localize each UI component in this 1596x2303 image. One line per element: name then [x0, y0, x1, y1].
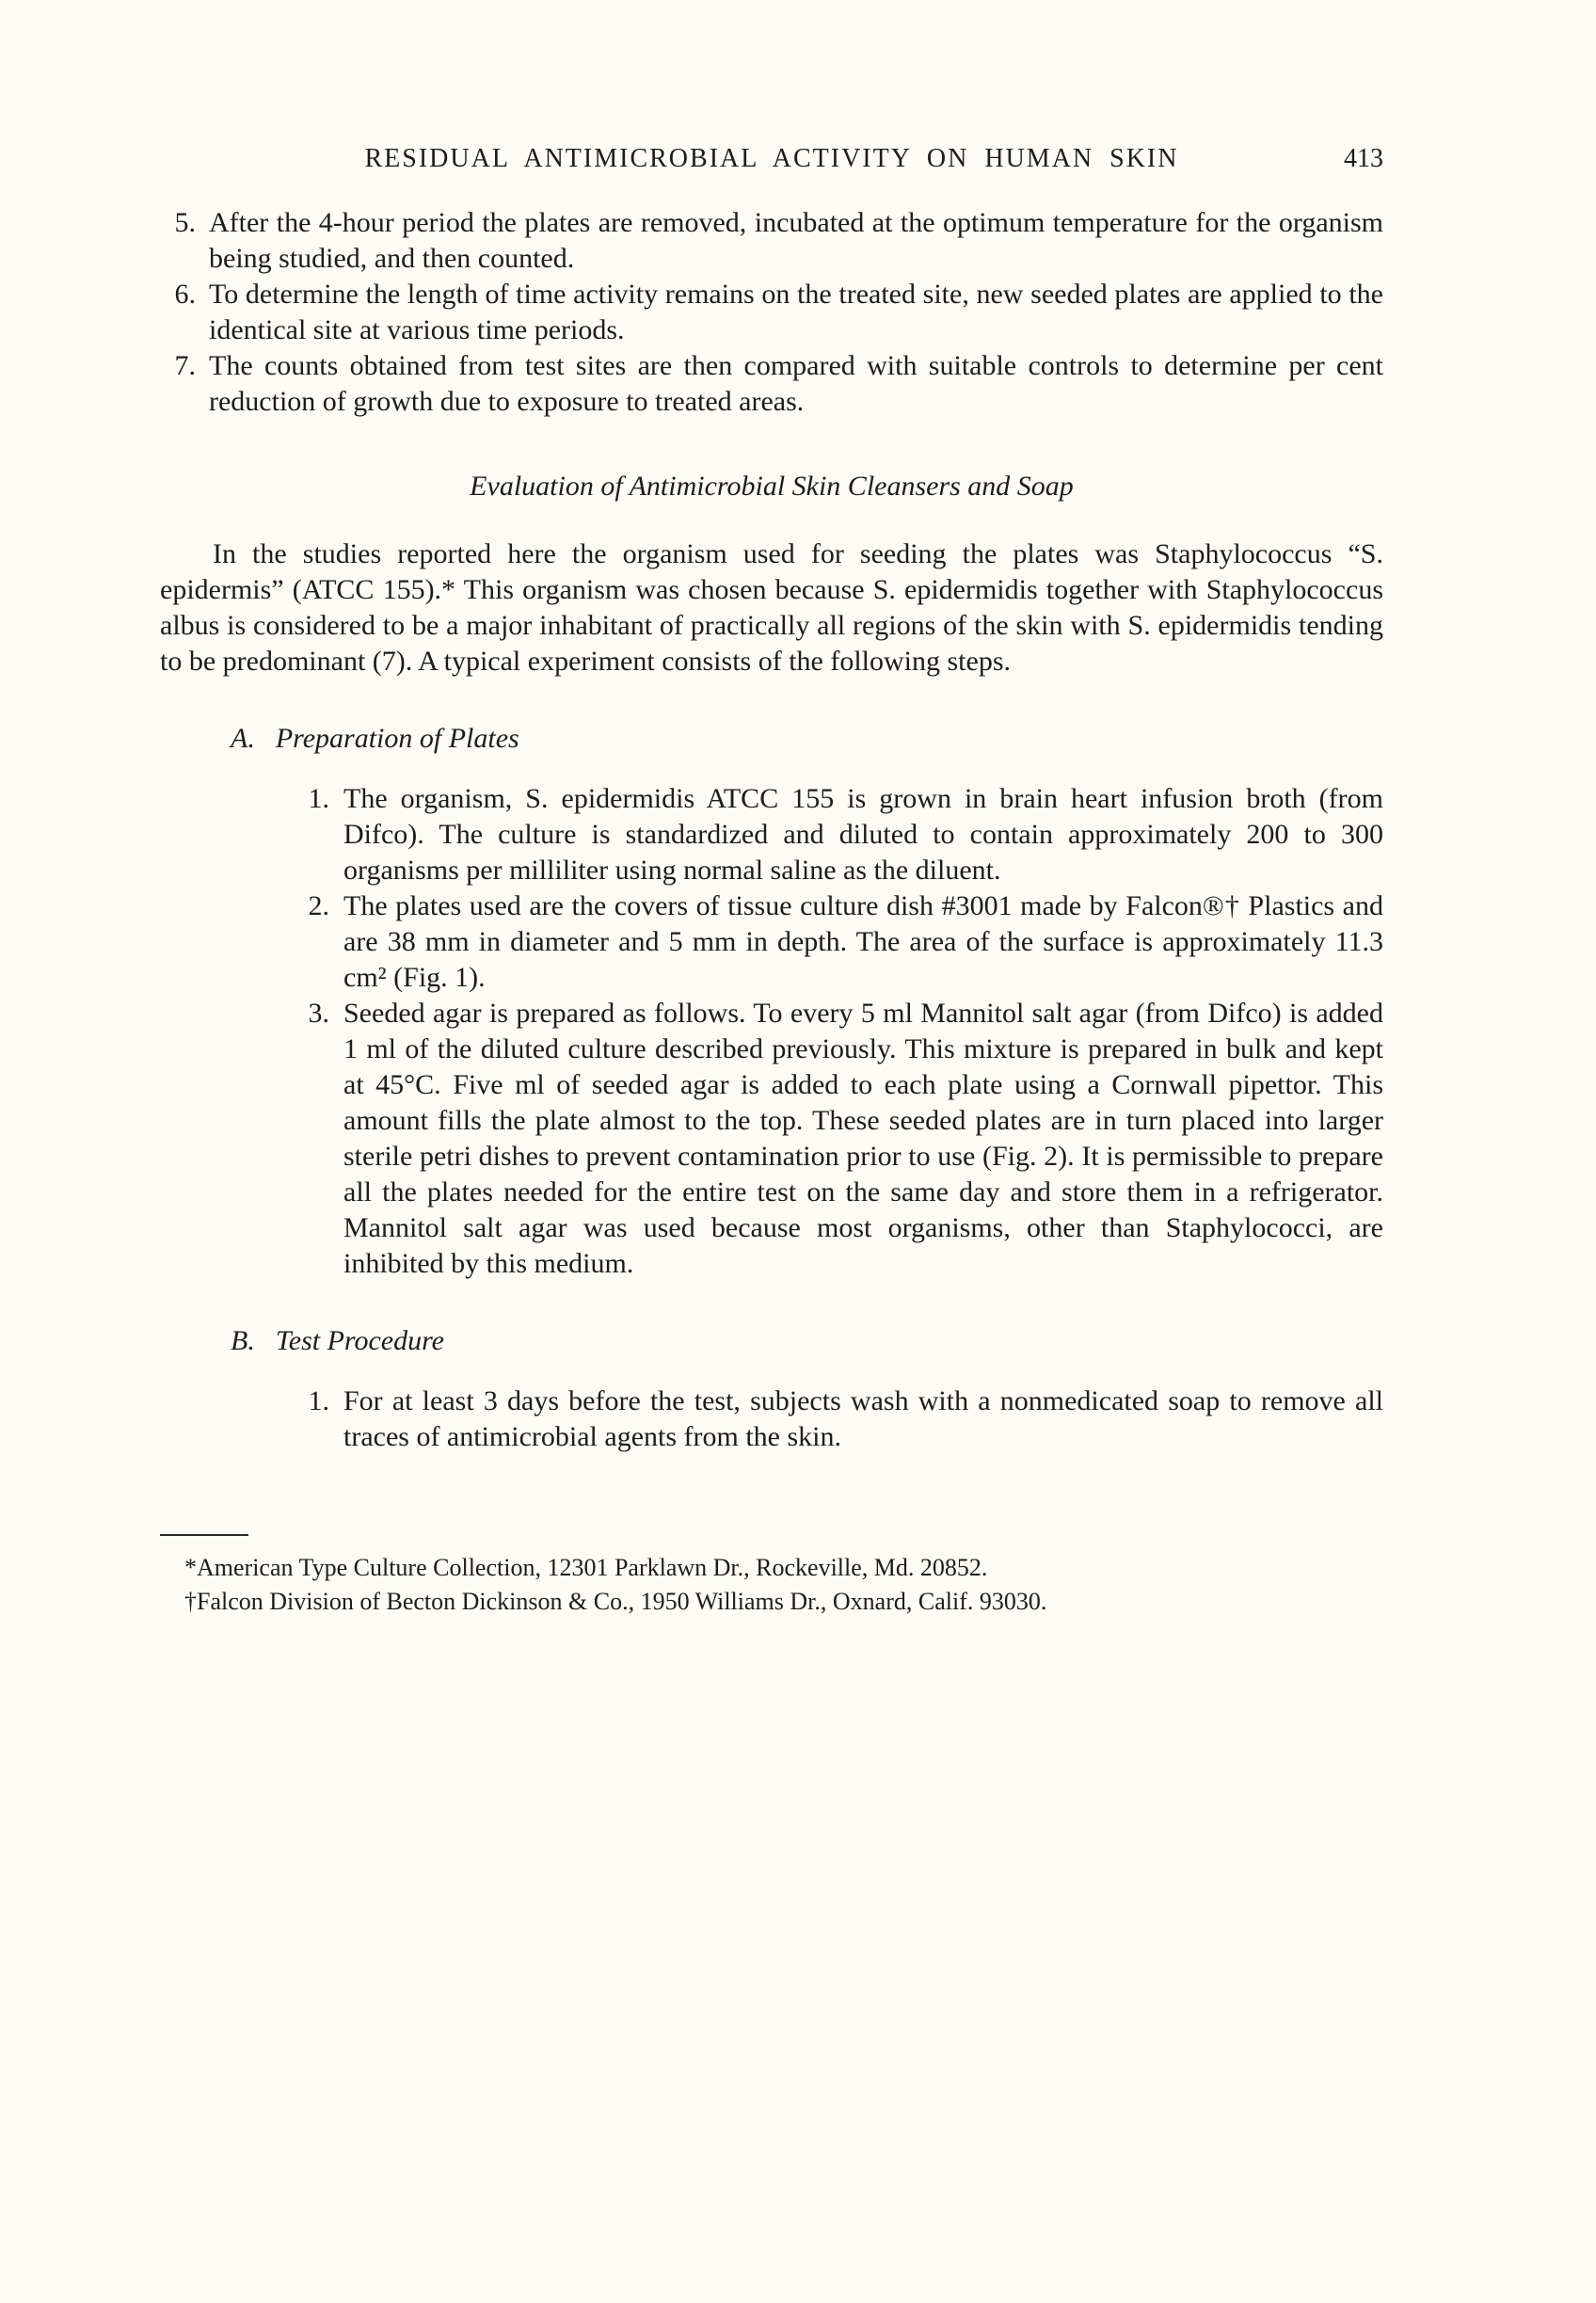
test-procedure-list — [301, 1383, 1383, 1455]
list-item-number: 1. — [308, 1385, 329, 1416]
list-item-text: The plates used are the covers of tissue culture dish #3001 made by Falcon®† Plastics and are 38 mm in diameter and 5 mm in depth. The area of the surface is approximately 11.3 cm² (Fig. 1). — [343, 890, 1383, 993]
page-number: 413 — [1344, 144, 1383, 173]
list-item — [160, 205, 1383, 277]
list-item — [301, 996, 1383, 1282]
list-item — [301, 888, 1383, 996]
preparation-of-plates-list — [301, 781, 1383, 1282]
subsection-a-label: A. — [231, 723, 255, 754]
list-item-number: 2. — [308, 890, 329, 921]
list-item-text: For at least 3 days before the test, subjects wash with a nonmedicated soap to remove all traces of antimicrobial agents from the skin. — [343, 1385, 1383, 1452]
section-heading: Evaluation of Antimicrobial Skin Cleansers and Soap — [470, 471, 1074, 502]
subsection-a-heading — [231, 721, 1383, 757]
subsection-a-title: Preparation of Plates — [275, 723, 519, 754]
footnote-atcc: *American Type Culture Collection, 12301 Parklawn Dr., Rockeville, Md. 20852. — [184, 1554, 988, 1581]
footnote-falcon: †Falcon Division of Becton Dickinson & Co., 1950 Williams Dr., Oxnard, Calif. 93030. — [184, 1588, 1047, 1615]
list-item — [301, 1383, 1383, 1455]
list-item-text: After the 4-hour period the plates are removed, incubated at the optimum temperature for the organism being studied, and then counted. — [209, 207, 1383, 274]
list-item — [160, 348, 1383, 420]
procedure-steps-list — [160, 205, 1383, 420]
list-item-number: 1. — [308, 783, 329, 814]
running-head-title: RESIDUAL ANTIMICROBIAL ACTIVITY ON HUMAN SKIN — [364, 144, 1179, 173]
list-item-number: 6. — [174, 279, 196, 310]
list-item-number: 7. — [174, 350, 196, 381]
list-item-text: To determine the length of time activity remains on the treated site, new seeded plates are applied to the identical site at various time periods. — [209, 279, 1383, 345]
footnote-separator — [160, 1534, 248, 1536]
list-item-number: 3. — [308, 998, 329, 1029]
subsection-b-title: Test Procedure — [275, 1325, 444, 1356]
list-item-number: 5. — [174, 207, 196, 238]
list-item — [160, 277, 1383, 348]
list-item-text: The counts obtained from test sites are then compared with suitable controls to determine per cent reduction of growth due to exposure to treated areas. — [209, 350, 1383, 417]
list-item-text: Seeded agar is prepared as follows. To every 5 ml Mannitol salt agar (from Difco) is added 1 ml of the diluted culture described previously. This mixture is prepared in bulk and kept at 45°C. Five ml of seeded agar is added to each plate using a Cornwall pipettor. This amount fills the plate almost to the top. These seeded plates are in turn placed into larger sterile petri dishes to prevent contamination prior to use (Fig. 2). It is permissible to prepare all the plates needed for the entire test on the same day and store them in a refrigerator. Mannitol salt agar was used because most organisms, other than Staphylococci, are inhibited by this medium. — [343, 998, 1383, 1279]
subsection-b-heading — [231, 1323, 1383, 1359]
footnotes — [160, 1551, 1383, 1619]
subsection-b-label: B. — [231, 1325, 255, 1356]
intro-paragraph: In the studies reported here the organism used for seeding the plates was Staphylococcus “S. epidermis” (ATCC 155).* This organism was chosen because S. epidermidis together with Staphylococcus albus is considered to be a major inhabitant of practically all regions of the skin with S. epidermidis tending to be predominant (7). A typical experiment consists of the following steps. — [160, 538, 1383, 677]
list-item-text: The organism, S. epidermidis ATCC 155 is grown in brain heart infusion broth (from Difco). The culture is standardized and diluted to contain approximately 200 to 300 organisms per milliliter using normal saline as the diluent. — [343, 783, 1383, 886]
list-item — [301, 781, 1383, 888]
running-head — [160, 141, 1383, 177]
